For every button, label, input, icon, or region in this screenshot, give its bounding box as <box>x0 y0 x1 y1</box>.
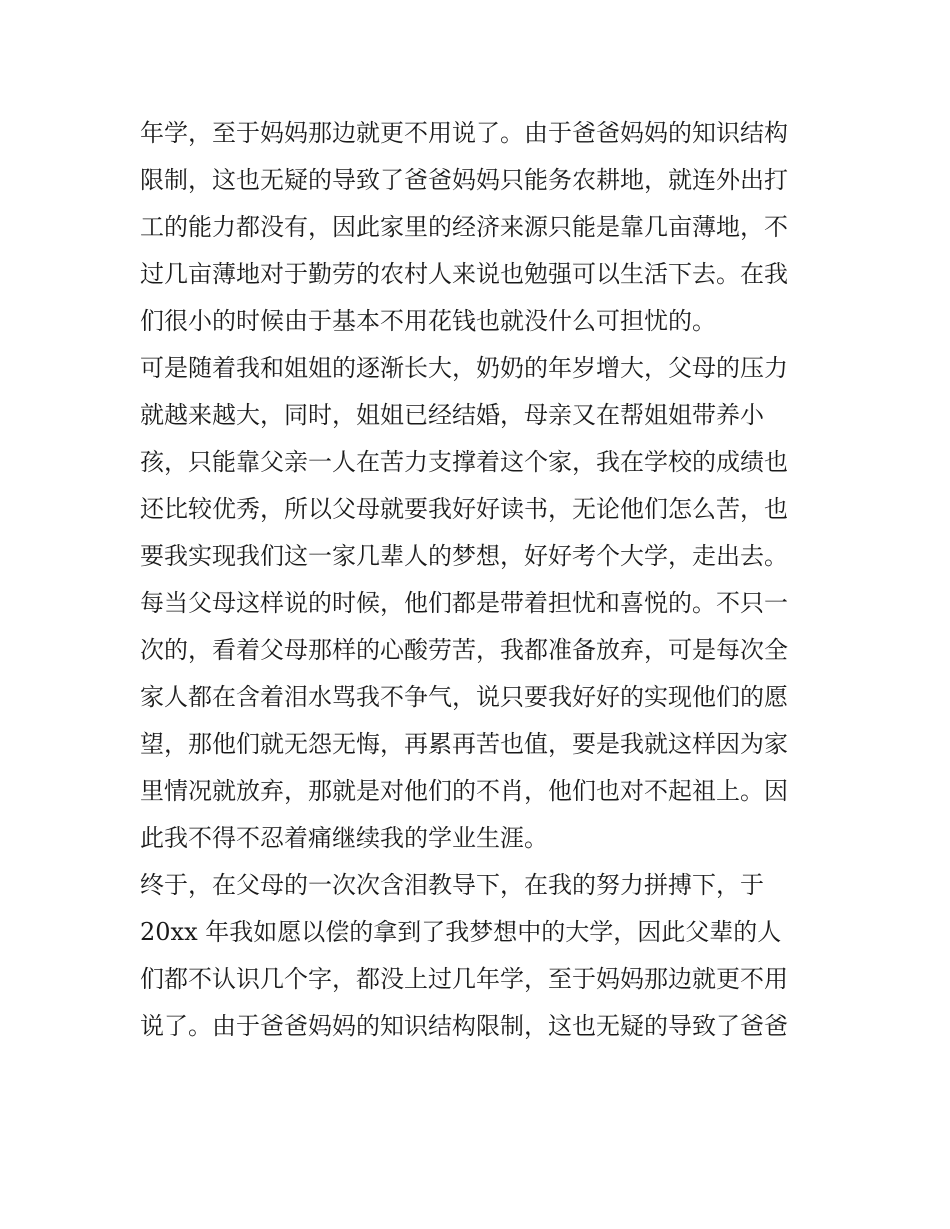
text-line: 年学，至于妈妈那边就更不用说了。由于爸爸妈妈的知识结构 <box>140 119 788 147</box>
text-line: 们都不认识几个字，都没上过几年学，至于妈妈那边就更不用 <box>140 965 788 993</box>
body-text <box>140 110 815 1050</box>
text-line: 每当父母这样说的时候，他们都是带着担忧和喜悦的。不只一 <box>140 589 788 617</box>
text-line: 工的能力都没有，因此家里的经济来源只能是靠几亩薄地，不 <box>140 213 788 241</box>
text-line: 要我实现我们这一家几辈人的梦想，好好考个大学，走出去。 <box>140 542 788 570</box>
text-line: 此我不得不忍着痛继续我的学业生涯。 <box>140 824 548 852</box>
text-line: 限制，这也无疑的导致了爸爸妈妈只能务农耕地，就连外出打 <box>140 166 788 194</box>
text-line: 里情况就放弃，那就是对他们的不肖，他们也对不起祖上。因 <box>140 777 788 805</box>
text-line: 次的，看着父母那样的心酸劳苦，我都准备放弃，可是每次全 <box>140 636 788 664</box>
text-line: 望，那他们就无怨无悔，再累再苦也值，要是我就这样因为家 <box>140 730 788 758</box>
text-line: 可是随着我和姐姐的逐渐长大，奶奶的年岁增大，父母的压力 <box>140 354 788 382</box>
text-line: 20xx 年我如愿以偿的拿到了我梦想中的大学，因此父辈的人 <box>140 918 782 946</box>
text-line: 们很小的时候由于基本不用花钱也就没什么可担忧的。 <box>140 307 716 335</box>
text-line: 就越来越大，同时，姐姐已经结婚，母亲又在帮姐姐带养小 <box>140 401 764 429</box>
text-line: 终于，在父母的一次次含泪教导下，在我的努力拼搏下，于 <box>140 871 764 899</box>
text-line: 孩，只能靠父亲一人在苦力支撑着这个家，我在学校的成绩也 <box>140 448 788 476</box>
text-line: 过几亩薄地对于勤劳的农村人来说也勉强可以生活下去。在我 <box>140 260 788 288</box>
text-line: 还比较优秀，所以父母就要我好好读书，无论他们怎么苦，也 <box>140 495 788 523</box>
text-line: 说了。由于爸爸妈妈的知识结构限制，这也无疑的导致了爸爸 <box>140 1012 788 1040</box>
text-line: 家人都在含着泪水骂我不争气，说只要我好好的实现他们的愿 <box>140 683 788 711</box>
